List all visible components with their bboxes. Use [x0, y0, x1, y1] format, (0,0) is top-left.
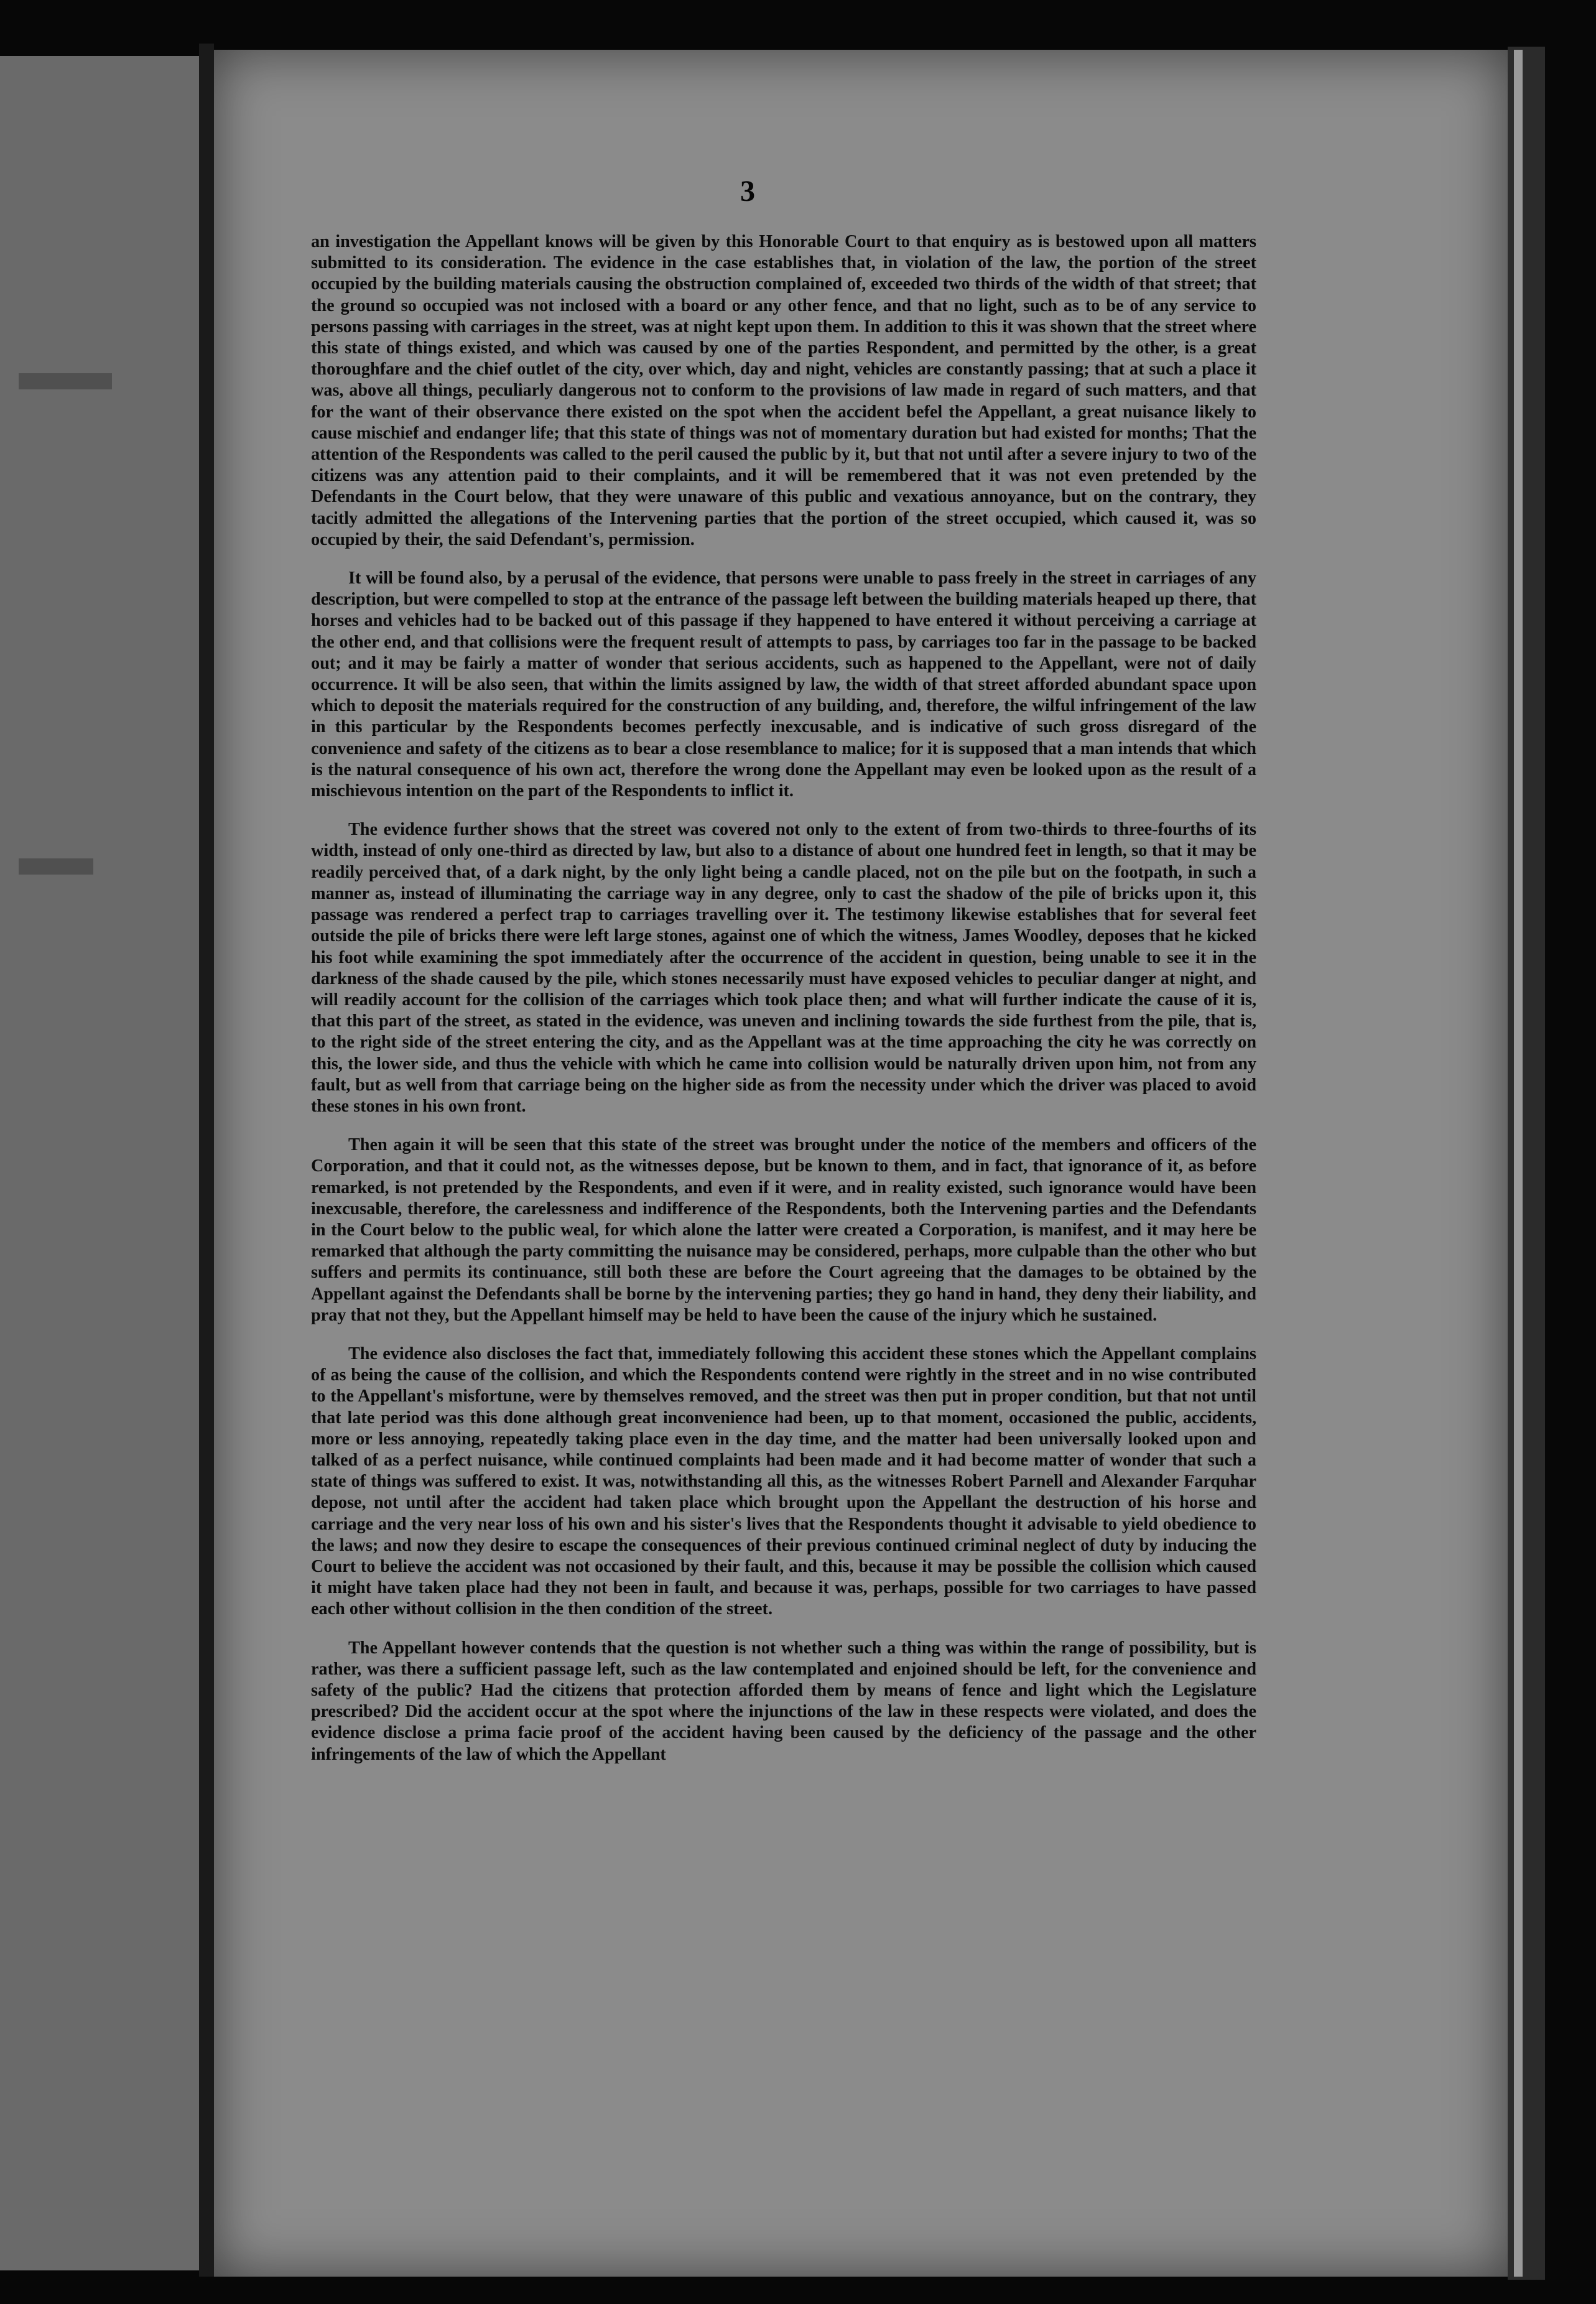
book-gutter — [199, 44, 214, 2277]
page-edge-highlight — [1514, 50, 1523, 2277]
page-number: 3 — [740, 175, 755, 208]
paragraph: Then again it will be seen that this state of the street was brought under the notice of the members and officers of the Corporation, and that it could not, as the witnesses depose, but be known to them, and in fact, that ignorance of it, as before remarked, is not pretended by the Respondents, and even if it were, and in reality existed, such ignorance would have been inexcusable, therefore, the carelessness and indifference of the Respondents, both the Intervening parties and the Defendants in the Court below to the public weal, for which alone the latter were created a Corporation, is manifest, and it may here be remarked that although the party committing the nuisance may be considered, perhaps, more culpable than the other who but suffers and permits its continuance, still both these are before the Court agreeing that the damages to be obtained by the Appellant against the Defendants shall be borne by the intervening parties; they go hand in hand, they deny their liability, and pray that not they, but the Appellant himself may be held to have been the cause of the injury which he sustained. — [311, 1135, 1256, 1325]
left-page-smudge — [19, 858, 93, 875]
paragraph: The Appellant however contends that the question is not whether such a thing was within the range of possibility, but is rather, was there a sufficient passage left, such as the law contemplated and enjoined should be left, for the convenience and safety of the public? Had the citizens that protection afforded them by means of fence and light which the Legislature prescribed? Did the accident occur at the spot where the injunctions of the law in these respects were violated, and does the evidence disclose a prima facie proof of the accident having been caused by the deficiency of the passage and the other infringements of the law of which the Appellant — [311, 1638, 1256, 1764]
body-text — [311, 231, 1256, 1765]
paragraph: It will be found also, by a perusal of the evidence, that persons were unable to pass freely in the street in carriages of any description, but were compelled to stop at the entrance of the passage left between the building materials heaped up there, that horses and vehicles had to be backed out of this passage if they happened to have entered it without perceiving a carriage at the other end, and that collisions were the frequent result of attempts to pass, by carriages too far in the passage to be backed out; and it may be fairly a matter of wonder that serious accidents, such as happened to the Appellant, were not of daily occurrence. It will be also seen, that within the limits assigned by law, the width of that street afforded abundant space upon which to deposit the materials required for the construction of any building, and, therefore, the wilful infringement of the law in this particular by the Respondents becomes perfectly inexcusable, and is indicative of such gross disregard of the convenience and safety of the citizens as to bear a close resemblance to malice; for it is supposed that a man intends that which is the natural consequence of his own act, therefore the wrong done the Appellant may even be looked upon as the result of a mischievous intention on the part of the Respondents to inflict it. — [311, 569, 1256, 801]
left-page-edge — [0, 56, 199, 2270]
paragraph: The evidence further shows that the street was covered not only to the extent of from two-thirds to three-fourths of its width, instead of only one-third as directed by law, but also to a distance of about one hundred feet in length, so that it may be readily perceived that, of a dark night, by the only light being a candle placed, not on the pile but on the footpath, in such a manner as, instead of illuminating the carriage way in any degree, only to cast the shadow of the pile of bricks upon it, this passage was rendered a perfect trap to carriages travelling over it. The testimony likewise establishes that for several feet outside the pile of bricks there were left large stones, against one of which the witness, James Woodley, deposes that he kicked his foot while examining the spot immediately after the occurrence of the accident in question, being unable to see it in the darkness of the shade caused by the pile, which stones necessarily must have exposed vehicles to peculiar danger at night, and will readily account for the collision of the carriages which took place then; and what will further indicate the cause of it is, that this part of the street, as stated in the evidence, was uneven and inclining towards the side furthest from the pile, that is, to the right side of the street entering the city, and as the Appellant was at the time approaching the city he was correctly on this, the lower side, and thus the vehicle with which he came into collision would be naturally driven upon him, not from any fault, but as well from that carriage being on the higher side as from the necessity under which the driver was placed to avoid these stones in his own front. — [311, 820, 1256, 1116]
page-edge — [1508, 47, 1545, 2280]
paragraph: an investigation the Appellant knows will be given by this Honorable Court to that enquiry as is bestowed upon all matters submitted to its consideration. The evidence in the case establishes that, in violation of the law, the portion of the street occupied by the building materials causing the obstruction complained of, exceeded two thirds of the width of that street; that the ground so occupied was not inclosed with a board or any other fence, and that no light, such as to be of any service to persons passing with carriages in the street, was at night kept upon them. In addition to this it was shown that the street where this state of things existed, and which was caused by one of the parties Respondent, and permitted by the other, is a great thoroughfare and the chief outlet of the city, over which, day and night, vehicles are constantly passing; that at such a place it was, above all things, peculiarly dangerous not to conform to the provisions of law made in regard of such matters, and that for the want of their observance there existed on the spot when the accident befel the Appellant, a great nuisance likely to cause mischief and endanger life; that this state of things was not of momentary duration but had existed for months; That the attention of the Respondents was called to the peril caused the public by it, but that not until after a severe injury to two of the citizens was any attention paid to their complaints, and it will be remembered that it was not even pretended by the Defendants in the Court below, that they were unaware of this public and vexatious annoyance, but on the contrary, they tacitly admitted the allegations of the Intervening parties that the portion of the street occupied, which caused it, was so occupied by their, the said Defendant's, permission. — [311, 232, 1256, 549]
left-page-smudge — [19, 373, 112, 389]
paragraph: The evidence also discloses the fact that, immediately following this accident these stones which the Appellant complains of as being the cause of the collision, and which the Respondents contend were rightly in the street and in no wise contributed to the Appellant's misfortune, were by themselves removed, and the street was then put in proper condition, but that not until that late period was this done although great inconvenience had been, up to that moment, occasioned the public, accidents, more or less annoying, repeatedly taking place even in the day time, and the matter had been universally looked upon and talked of as a perfect nuisance, while continued complaints had been made and it had become matter of wonder that such a state of things was suffered to exist. It was, notwithstanding all this, as the witnesses Robert Parnell and Alexander Farquhar depose, not until after the accident had taken place which brought upon the Appellant the destruction of his horse and carriage and the very near loss of his own and his sister's lives that the Respondents thought it advisable to yield obedience to the laws; and now they desire to escape the consequences of their previous continued criminal neglect of duty by inducing the Court to believe the accident was not occasioned by their fault, and this, because it may be possible the collision which caused it might have taken place had they not been in fault, and because it was, perhaps, possible for two carriages to have passed each other without collision in the then condition of the street. — [311, 1344, 1256, 1619]
